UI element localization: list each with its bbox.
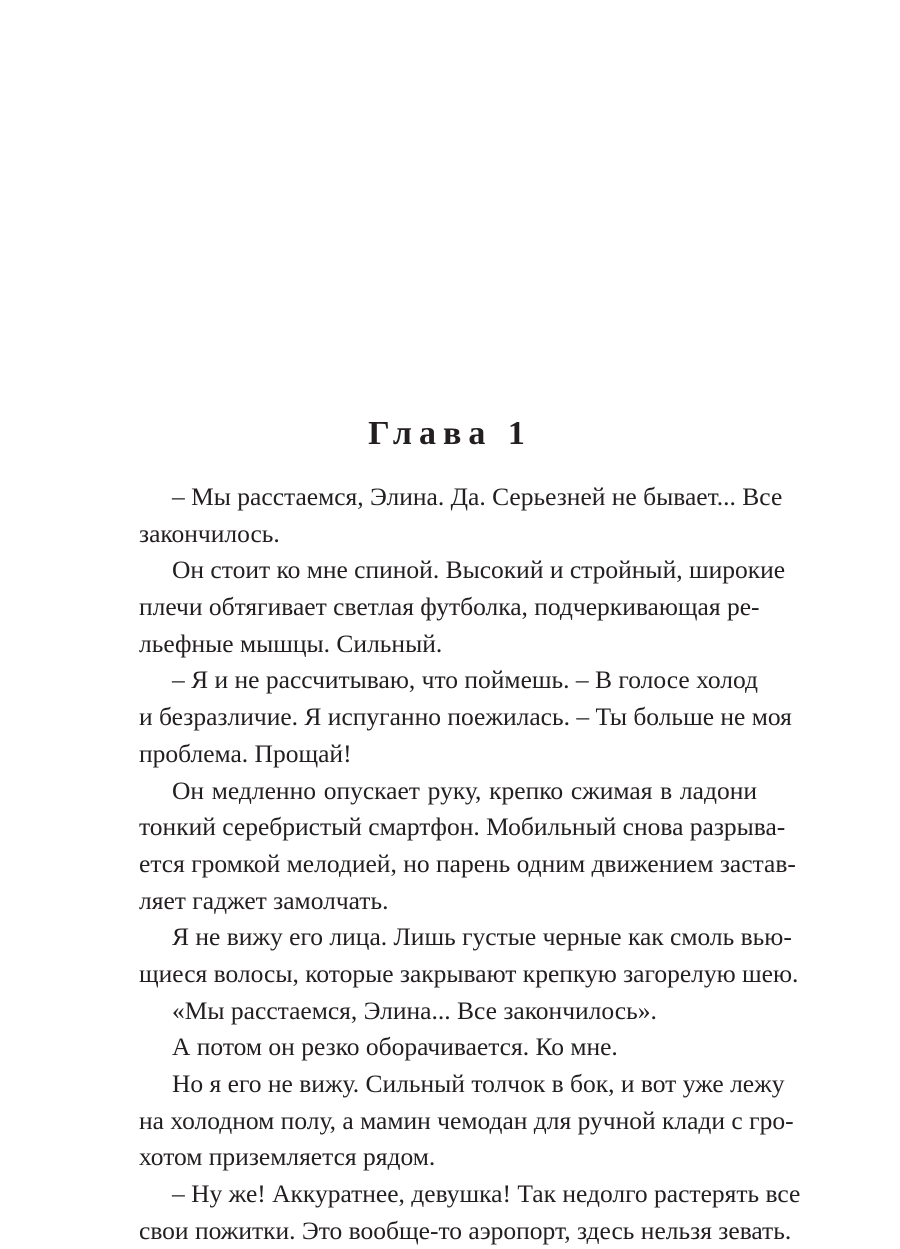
text-line: закончилось.	[139, 518, 280, 548]
text-line: хотом приземляется рядом.	[139, 1142, 436, 1172]
text-line: – Я и не рассчитываю, что поймешь. – В голосе холод	[172, 665, 758, 695]
text-line: льефные мышцы. Сильный.	[139, 628, 443, 658]
text-line: ется громкой мелодией, но парень одним движением застав-	[139, 848, 796, 878]
text-line: ляет гаджет замолчать.	[139, 885, 389, 915]
text-line: тонкий серебристый смартфон. Мобильный снова разрыва-	[139, 812, 786, 842]
text-line: проблема. Прощай!	[139, 738, 352, 768]
text-line: – Ну же! Аккуратнее, девушка! Так недолго растерять все	[172, 1179, 801, 1209]
text-line: свои пожитки. Это вообще-то аэропорт, здесь нельзя зевать.	[139, 1215, 792, 1245]
text-line: и безразличие. Я испуганно поежилась. – Ты больше не моя	[139, 702, 792, 732]
text-line: щиеся волосы, которые закрывают крепкую загорелую шею.	[139, 958, 799, 988]
text-line: плечи обтягивает светлая футболка, подчеркивающая ре-	[139, 592, 760, 622]
text-line: «Мы расстаемся, Элина... Все закончилось».	[172, 995, 657, 1025]
text-line: Но я его не вижу. Сильный толчок в бок, и вот уже лежу	[172, 1069, 785, 1098]
text-line: Он медленно опускает руку, крепко сжимая в ладони	[172, 775, 757, 805]
text-line: – Мы расстаемся, Элина. Да. Серьезней не бывает... Все	[172, 482, 783, 511]
text-line: Он стоит ко мне спиной. Высокий и стройный, широкие	[172, 555, 786, 585]
chapter-body	[139, 479, 801, 1249]
text-line: Я не вижу его лица. Лишь густые черные как смоль вью-	[172, 922, 792, 952]
text-line: А потом он резко оборачивается. Ко мне.	[172, 1032, 618, 1062]
text-line: на холодном полу, а мамин чемодан для ручной клади с гро-	[139, 1105, 794, 1135]
chapter-title: Глава 1	[368, 415, 532, 452]
